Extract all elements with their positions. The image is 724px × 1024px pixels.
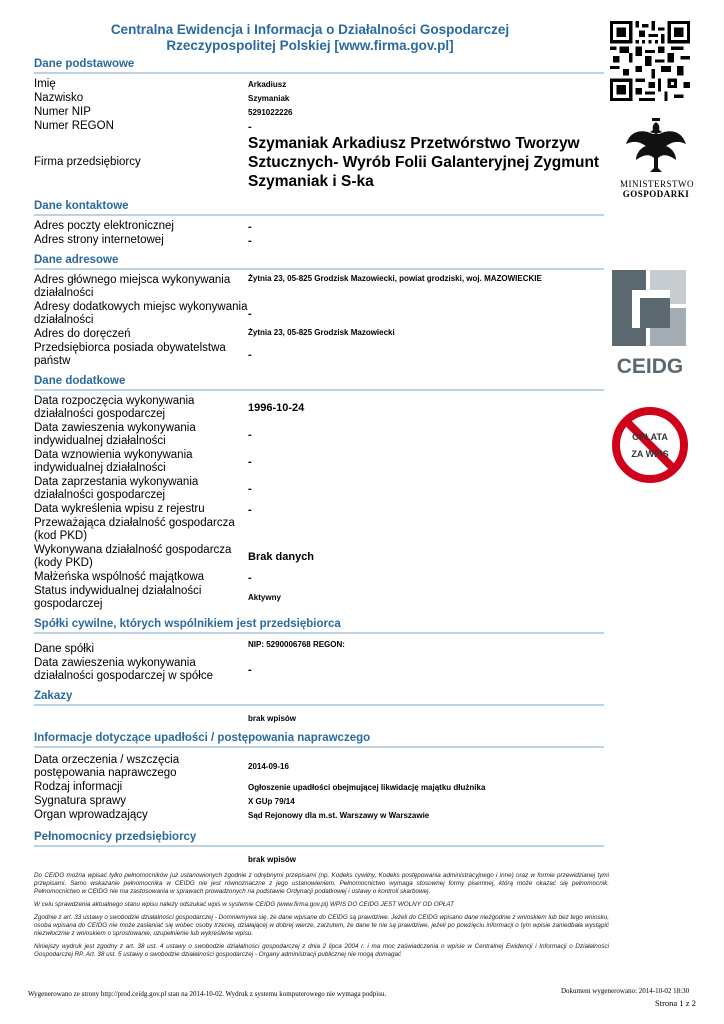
- field-label: Przeważająca działalność gospodarcza (kod PKD): [34, 517, 235, 542]
- qr-code-icon: [610, 20, 690, 102]
- section-title: Zakazy: [34, 689, 604, 706]
- prohibition-sign-icon: [610, 405, 690, 485]
- field-value: -: [248, 483, 252, 495]
- field-row: [34, 640, 604, 656]
- eagle-emblem-icon: [620, 118, 692, 174]
- ministry-name-line2: GOSPODARKI: [622, 189, 690, 199]
- legal-footnotes: [34, 872, 609, 964]
- section-title: Dane adresowe: [34, 253, 604, 270]
- document-body: [34, 57, 604, 872]
- footer-generated-note: Wygenerowano ze strony http://prod.ceidg.gov.pl stan na 2014-10-02. Wydruk z systemu komputerowego nie wymaga podpisu.: [28, 990, 387, 998]
- bans-value: brak wpisów: [248, 714, 297, 723]
- field-row: [34, 301, 604, 327]
- field-value: -: [248, 349, 252, 361]
- field-row: [34, 795, 604, 808]
- section-title: Informacje dotyczące upadłości / postępowania naprawczego: [34, 731, 604, 748]
- document-header: [20, 22, 600, 54]
- field-row: [34, 571, 604, 584]
- field-label: Data zawieszenia wykonywania działalności gospodarczej w spółce: [34, 657, 213, 682]
- section-bankruptcy: [34, 731, 604, 822]
- proxies-value: brak wpisów: [248, 855, 297, 864]
- section-bans: [34, 689, 604, 723]
- stamp-text-line2: ZA WPIS: [631, 449, 669, 459]
- field-label: Data zaprzestania wykonywania działalności gospodarczej: [34, 476, 199, 501]
- field-row: [34, 809, 604, 822]
- field-value: Żytnia 23, 05-825 Grodzisk Mazowiecki, powiat grodziski, woj. MAZOWIECKIE: [248, 274, 542, 283]
- field-row: [34, 342, 604, 368]
- section-address-data: [34, 253, 604, 368]
- field-row: [34, 220, 604, 233]
- field-label: Dane spółki: [34, 643, 95, 655]
- field-label: Data rozpoczęcia wykonywania działalności gospodarczej: [34, 395, 195, 420]
- field-row: [34, 134, 604, 191]
- field-label: Imię: [34, 78, 56, 90]
- field-value: Sąd Rejonowy dla m.st. Warszawy w Warszawie: [248, 810, 430, 820]
- field-row: [34, 328, 604, 341]
- field-label: Adres strony internetowej: [34, 234, 164, 246]
- field-label: Sygnatura sprawy: [34, 795, 127, 807]
- field-label: Nazwisko: [34, 92, 84, 104]
- field-label: Adresy dodatkowych miejsc wykonywania działalności: [34, 301, 248, 326]
- field-label: Data wykreślenia wpisu z rejestru: [34, 503, 205, 515]
- field-value: -: [248, 429, 252, 441]
- field-label: Wykonywana działalność gospodarcza (kody PKD): [34, 544, 232, 569]
- field-value: Żytnia 23, 05-825 Grodzisk Mazowiecki: [248, 328, 395, 337]
- footnote-paragraph: Niniejszy wydruk jest zgodny z art. 38 ust. 4 ustawy o swobodzie działalności gospodarczej z dnia 2 lipca 2004 r. i ma moc zaświadczenia o wpisie w Centralnej Ewidencji i Informacji o Działalności Gospodarczej RP. Art. 38 ust. 5 ustawy o swobodzie działalności gospodarczej - Organy administracji publicznej nie mogą domagać: [34, 943, 609, 958]
- field-label: Małżeńska wspólność majątkowa: [34, 571, 205, 583]
- section-additional-data: [34, 374, 604, 611]
- header-title-line2: Rzeczypospolitej Polskiej [www.firma.gov.pl]: [166, 38, 454, 53]
- field-label: Adres do doręczeń: [34, 328, 131, 340]
- field-value: -: [248, 308, 252, 320]
- field-row: [34, 503, 604, 516]
- field-value: Arkadiusz: [248, 79, 287, 89]
- field-row: [34, 476, 604, 502]
- field-label: Data zawieszenia wykonywania indywidualnej działalności: [34, 422, 196, 447]
- field-label: Data wznowienia wykonywania indywidualnej działalności: [34, 449, 193, 474]
- field-row: [34, 585, 604, 611]
- footnote-paragraph: Zgodnie z art. 33 ustawy o swobodzie działalności gospodarczej - Domniemywa się, że dane wpisane do CEIDG są prawdziwe. Jeżeli do CEIDG wpisano dane niezgodnie z wnioskiem lub bez tego wniosku, osoba wpisana do CEIDG nie może zasłaniać się wobec osoby trzeciej, działającej w dobrej wierze, zarzutem, że dane te nie są prawdziwe, jeżeli po powzięciu informacji o tym wpisie zaniedbała wystąpić niezwłocznie z wnioskiem o sprostowanie, uzupełnienie lub wykreślenie wpisu.: [34, 914, 609, 937]
- field-row: [34, 517, 604, 543]
- field-label: Organ wprowadzający: [34, 809, 148, 821]
- field-row: [34, 234, 604, 247]
- field-row: [34, 120, 604, 133]
- field-row: [34, 395, 604, 421]
- field-value: -: [248, 120, 252, 133]
- field-value: X GUp 79/14: [248, 796, 295, 806]
- field-value: 1996-10-24: [248, 401, 305, 414]
- field-row: [34, 544, 604, 570]
- field-label: Rodzaj informacji: [34, 781, 123, 793]
- header-title-line1: Centralna Ewidencja i Informacja o Działalności Gospodarczej: [110, 22, 510, 37]
- ceidg-squares-icon: [610, 268, 690, 348]
- section-title: Dane kontaktowe: [34, 199, 604, 216]
- field-label: Status indywidualnej działalności gospodarczej: [34, 585, 202, 610]
- section-title: Dane podstawowe: [34, 57, 604, 74]
- field-value: -: [248, 503, 252, 516]
- field-row: [34, 78, 604, 91]
- field-label: Data orzeczenia / wszczęcia postępowania naprawczego: [34, 754, 180, 779]
- page-number: Strona 1 z 2: [655, 998, 696, 1008]
- field-value: -: [248, 571, 252, 584]
- ceidg-logo: [610, 268, 690, 379]
- field-value: -: [248, 664, 252, 676]
- field-value: 2014-09-16: [248, 762, 289, 771]
- field-label: Adres poczty elektronicznej: [34, 220, 174, 232]
- section-partnerships: [34, 617, 604, 683]
- status-value: Aktywny: [248, 593, 281, 602]
- section-proxies: [34, 830, 604, 864]
- field-label: Numer REGON: [34, 120, 114, 132]
- company-name: Szymaniak Arkadiusz Przetwórstwo Tworzyw Sztucznych- Wyrób Folii Galanteryjnej Zygmunt Szymaniak i S-ka: [248, 135, 600, 190]
- footnote-paragraph: W celu sprawdzenia aktualnego stanu wpisu należy odszukać wpis w systemie CEIDG (www.firma.gov.pl) WPIS DO CEIDG JEST WOLNY OD OPŁAT: [34, 901, 454, 908]
- field-row: [34, 422, 604, 448]
- field-row: [34, 106, 604, 119]
- field-row: [34, 781, 604, 794]
- section-contact-data: [34, 199, 604, 247]
- field-value: -: [248, 456, 252, 468]
- footnote-paragraph: Do CEIDG można wpisać tylko pełnomocników już ustanowionych zgodnie z odrębnymi przepisami (np. Kodeks cywilny, Kodeks postępowania administracyjnego i inne) oraz w formie przewidzianej tymi przepisami. Samo wskazanie pełnomocnika w CEIDG nie jest równoznaczne z jego ustanowieniem. Pełnomocnictwo wymaga stosownej formy pisemnej, którą może okazać się pełnomocnik. Pełnomocnictwo w CEIDG nie ma zastosowania w sprawach prowadzonych na podstawie Ordynacji podatkowej i ustawy o kontroli skarbowej.: [34, 872, 609, 895]
- ceidg-label: CEIDG: [616, 355, 684, 378]
- field-row: [34, 92, 604, 105]
- field-row: [34, 657, 604, 683]
- field-row: [34, 274, 604, 300]
- section-title: Dane dodatkowe: [34, 374, 604, 391]
- free-entry-stamp: [610, 405, 690, 490]
- field-value: 5291022226: [248, 107, 293, 117]
- field-label: Przedsiębiorca posiada obywatelstwa państw: [34, 342, 226, 367]
- section-title: Spółki cywilne, których wspólnikiem jest przedsiębiorca: [34, 617, 604, 634]
- section-title: Pełnomocnicy przedsiębiorcy: [34, 830, 604, 847]
- field-value: Ogłoszenie upadłości obejmującej likwidację majątku dłużnika: [248, 782, 486, 792]
- field-value: Szymaniak: [248, 93, 290, 103]
- stamp-text-line1: OPŁATA: [632, 432, 668, 442]
- field-label: Firma przedsiębiorcy: [34, 156, 141, 168]
- field-row: [34, 449, 604, 475]
- field-label: Adres głównego miejsca wykonywania działalności: [34, 274, 231, 299]
- field-value: Brak danych: [248, 550, 315, 563]
- ministry-name-line1: MINISTERSTWO: [620, 179, 694, 189]
- field-value: NIP: 5290006768 REGON:: [248, 640, 345, 649]
- ministry-logo: [620, 118, 692, 199]
- field-value: -: [248, 220, 252, 233]
- footer-generated-date: Dokument wygenerowano: 2014-10-02 18:30: [561, 987, 690, 995]
- field-label: Numer NIP: [34, 106, 91, 118]
- section-basic-data: [34, 57, 604, 191]
- field-value: -: [248, 234, 252, 247]
- field-row: [34, 754, 604, 780]
